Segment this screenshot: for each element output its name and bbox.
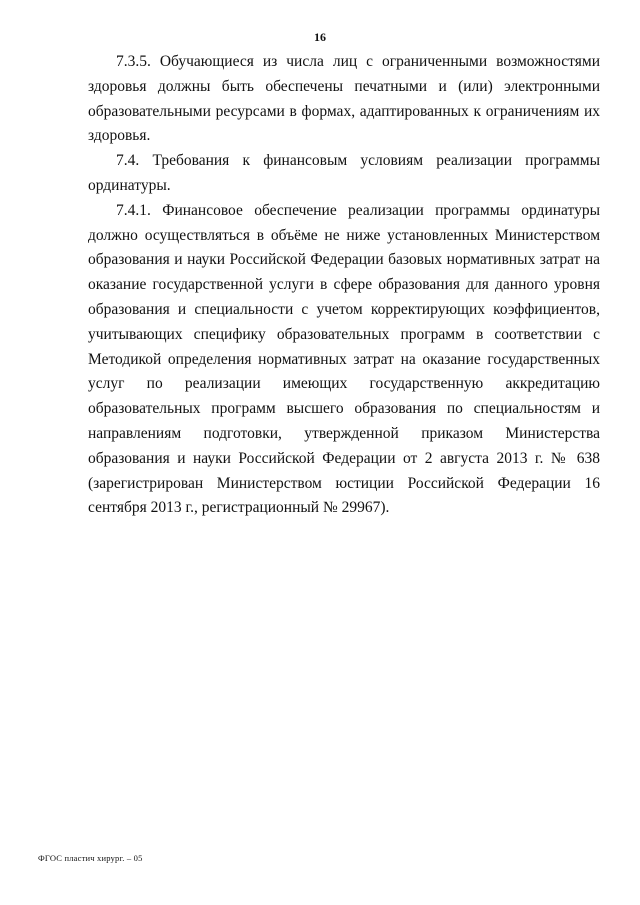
paragraph-7-3-5: 7.3.5. Обучающиеся из числа лиц с ограниченными возможностями здоровья должны быть обеспечены печатными и (или) электронными образовательными ресурсами в формах, адаптированных к ограничениям их здоровья. — [88, 53, 600, 145]
document-body — [88, 50, 600, 521]
page-number: 16 — [314, 30, 326, 44]
paragraph-7-4-1: 7.4.1. Финансовое обеспечение реализации программы ординатуры должно осуществляться в объёме не ниже установленных Министерством образования и науки Российской Федерации базовых нормативных затрат на оказание государственной услуги в сфере образования для данного уровня образования и специальности с учетом корректирующих коэффициентов, учитывающих специфику образовательных программ в соответствии с Методикой определения нормативных затрат на оказание государственных услуг по реализации имеющих государственную аккредитацию образовательных программ высшего образования по специальностям и направлениям подготовки, утвержденной приказом Министерства образования и науки Российской Федерации от 2 августа 2013 г. № 638 (зарегистрирован Министерством юстиции Российской Федерации 16 сентября 2013 г., регистрационный № 29967). — [88, 201, 600, 517]
footer-note: ФГОС пластич хирург. – 05 — [38, 853, 143, 863]
paragraph-7-4: 7.4. Требования к финансовым условиям реализации программы ординатуры. — [88, 152, 600, 194]
